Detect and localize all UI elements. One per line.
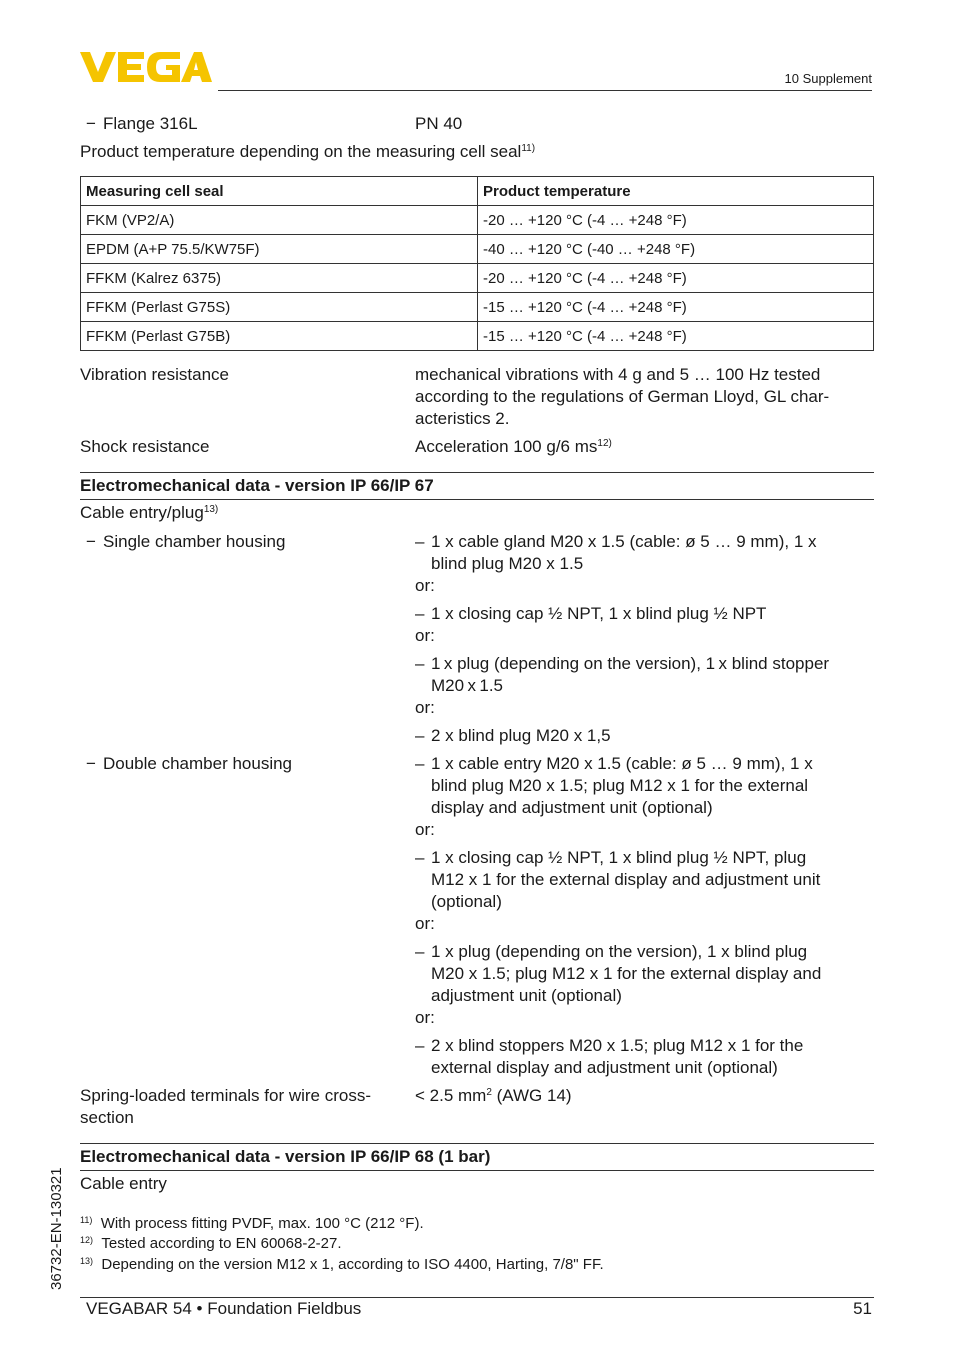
or-text: or: bbox=[415, 576, 435, 595]
table-row bbox=[81, 293, 874, 322]
dash-flange: − bbox=[86, 114, 96, 133]
dash-single: − bbox=[86, 532, 96, 551]
list-dash: – bbox=[415, 754, 425, 773]
cable-entry-label: Cable entry/plug$^{13)}$ bbox=[80, 503, 219, 522]
table-header-row bbox=[81, 177, 874, 206]
table-cell: -15 … +120 °C (-4 … +248 °F) bbox=[478, 293, 874, 322]
footnote: $^{13)}$ Depending on the version M12 x 1, according to ISO 4400, Harting, 7/8" FF. bbox=[80, 1256, 604, 1273]
list-item-line: (optional) bbox=[431, 892, 502, 911]
dash-double: − bbox=[86, 754, 96, 773]
list-item-line: 1 x plug (depending on the version), 1 x blind stopper bbox=[431, 654, 830, 673]
footnote: $^{12)}$ Tested according to EN 60068-2-27. bbox=[80, 1235, 342, 1252]
table-cell: EPDM (A+P 75.5/KW75F) bbox=[81, 235, 478, 264]
table-cell: FFKM (Kalrez 6375) bbox=[81, 264, 478, 293]
shock-value: Acceleration 100 g/6 $ms^{12)}$ bbox=[415, 437, 612, 456]
spring-label-line: Spring-loaded terminals for wire cross- bbox=[80, 1086, 371, 1105]
vega-logo-icon bbox=[80, 50, 212, 84]
spring-value: < 2.5 $mm^2$ (AWG 14) bbox=[415, 1086, 572, 1105]
list-item-line: 1 x closing cap ½ NPT, 1 x blind plug ½ NPT bbox=[431, 604, 767, 623]
list-item-line: 2 x blind stoppers M20 x 1.5; plug M12 x 1 for the bbox=[431, 1036, 804, 1055]
document-id: 36732-EN-130321 bbox=[48, 1167, 65, 1290]
list-item-line: 1 x cable entry M20 x 1.5 (cable: ø 5 … 9 mm), 1 x bbox=[431, 754, 813, 773]
footer-rule bbox=[80, 1297, 874, 1298]
footnote-ref: 13) bbox=[203, 504, 219, 515]
table-row bbox=[81, 235, 874, 264]
list-dash: – bbox=[415, 726, 425, 745]
table-header: Product temperature bbox=[478, 177, 874, 206]
shock-label: Shock resistance bbox=[80, 437, 210, 456]
list-item-line: display and adjustment unit (optional) bbox=[431, 798, 713, 817]
table-cell: -20 … +120 °C (-4 … +248 °F) bbox=[478, 264, 874, 293]
vibration-label: Vibration resistance bbox=[80, 365, 229, 384]
footer-product: VEGABAR 54 • Foundation Fieldbus bbox=[86, 1299, 362, 1318]
footnote-ref: 12) bbox=[597, 438, 612, 449]
table-cell: -40 … +120 °C (-40 … +248 °F) bbox=[478, 235, 874, 264]
vibration-line: according to the regulations of German Lloyd, GL char- bbox=[415, 387, 830, 406]
section-rule-top bbox=[80, 472, 874, 473]
list-item-line: external display and adjustment unit (optional) bbox=[431, 1058, 778, 1077]
list-dash: – bbox=[415, 532, 425, 551]
table-cell: FFKM (Perlast G75B) bbox=[81, 322, 478, 351]
or-text: or: bbox=[415, 820, 435, 839]
list-item-line: 1 x closing cap ½ NPT, 1 x blind plug ½ NPT, plug bbox=[431, 848, 807, 867]
table-cell: FKM (VP2/A) bbox=[81, 206, 478, 235]
vibration-line: acteristics 2. bbox=[415, 409, 510, 428]
list-item-line: M20 x 1.5; plug M12 x 1 for the external display and bbox=[431, 964, 822, 983]
page-number: 51 bbox=[853, 1299, 872, 1318]
section-title: Electromechanical data - version IP 66/IP 67 bbox=[80, 475, 874, 500]
or-text: or: bbox=[415, 698, 435, 717]
footnote-ref: 11) bbox=[521, 143, 536, 154]
or-text: or: bbox=[415, 1008, 435, 1027]
list-item-line: 1 x cable gland M20 x 1.5 (cable: ø 5 … 9 mm), 1 x bbox=[431, 532, 817, 551]
list-item-line: M20 x 1.5 bbox=[431, 676, 504, 695]
or-text: or: bbox=[415, 914, 435, 933]
list-item-line: blind plug M20 x 1.5; plug M12 x 1 for the external bbox=[431, 776, 809, 795]
temp-intro: Product temperature depending on the measuring cell seal$^{11)}$ bbox=[80, 142, 536, 161]
list-item-line: adjustment unit (optional) bbox=[431, 986, 622, 1005]
footnote: $^{11)}$ With process fitting PVDF, max. 100 °C (212 °F). bbox=[80, 1215, 424, 1232]
section-title: Electromechanical data - version IP 66/IP 68 (1 bar) bbox=[80, 1146, 874, 1171]
flange-value: PN 40 bbox=[415, 114, 463, 133]
double-chamber-label: Double chamber housing bbox=[103, 754, 293, 773]
vibration-line: mechanical vibrations with 4 g and 5 … 100 Hz tested bbox=[415, 365, 821, 384]
single-chamber-label: Single chamber housing bbox=[103, 532, 286, 551]
cable-entry-label: Cable entry bbox=[80, 1174, 167, 1193]
list-item-line: 1 x plug (depending on the version), 1 x blind plug bbox=[431, 942, 808, 961]
table-row bbox=[81, 206, 874, 235]
list-item-line: blind plug M20 x 1.5 bbox=[431, 554, 584, 573]
or-text: or: bbox=[415, 626, 435, 645]
seal-table bbox=[80, 176, 874, 351]
list-item-line: 2 x blind plug M20 x 1,5 bbox=[431, 726, 611, 745]
table-header: Measuring cell seal bbox=[81, 177, 478, 206]
spring-label-line: section bbox=[80, 1108, 134, 1127]
list-dash: – bbox=[415, 1036, 425, 1055]
table-cell: -20 … +120 °C (-4 … +248 °F) bbox=[478, 206, 874, 235]
table-row bbox=[81, 322, 874, 351]
header-rule bbox=[218, 90, 872, 91]
section-label: 10 Supplement bbox=[784, 71, 872, 86]
list-dash: – bbox=[415, 654, 425, 673]
table-cell: FFKM (Perlast G75S) bbox=[81, 293, 478, 322]
table-row bbox=[81, 264, 874, 293]
list-dash: – bbox=[415, 942, 425, 961]
list-dash: – bbox=[415, 604, 425, 623]
list-item-line: M12 x 1 for the external display and adjustment unit bbox=[431, 870, 821, 889]
vega-logo bbox=[80, 50, 212, 84]
table-cell: -15 … +120 °C (-4 … +248 °F) bbox=[478, 322, 874, 351]
flange-label: Flange 316L bbox=[103, 114, 198, 133]
section-rule-top bbox=[80, 1143, 874, 1144]
list-dash: – bbox=[415, 848, 425, 867]
